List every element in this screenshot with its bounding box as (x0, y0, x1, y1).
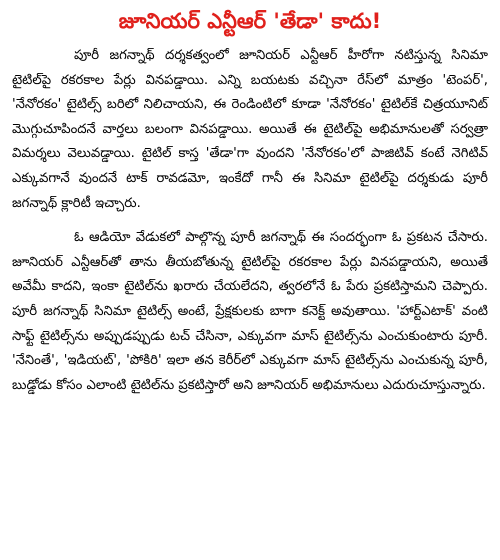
article-body (12, 44, 488, 398)
article-paragraph-2: ఓ ఆడియో వేడుకలో పాల్గొన్న పూరీ జగన్నాథ్ ఈ సందర్భంగా ఓ ప్రకటన చేసారు. జూనియర్ ఎన్టీఆర్‌తో తాను తీయబోతున్న టైటిల్‌పై రకరకాల పేర్లు వినపడ్డాయని, అయితే అవేమీ కాదని, ఇంకా టైటిల్‌ను ఖరారు చేయలేదని, త్వరలోనే ఓ పేరు ప్రకటిస్తామని చెప్పారు. పూరీ జగన్నాథ్ సినిమా టైటిల్స్ అంటే, ప్రేక్షకులకు బాగా కనెక్ట్ అవుతాయి. 'హార్ట్‌ఎటాక్' వంటి సాఫ్ట్ టైటిల్స్‌ను అప్పుడప్పుడు టచ్ చేసినా, ఎక్కువగా మాస్ టైటిల్స్‌ను ఎంచుకుంటారు పూరీ. 'నేనింతే', 'ఇడియట్', 'పోకిరి' ఇలా తన కెరీర్‌లో ఎక్కువగా మాస్ టైటిల్స్‌ను ఎంచుకున్న పూరీ, బుడ్డోడు కోసం ఎలాంటి టైటిల్‌ను ప్రకటిస్తారో అని జూనియర్ అభిమానులు ఎదురుచూస్తున్నారు. (12, 230, 488, 393)
article-paragraph-1: పూరీ జగన్నాథ్ దర్శకత్వంలో జూనియర్ ఎన్టీఆర్ హీరోగా నటిస్తున్న సినిమా టైటిల్‌పై రకరకాల పేర్లు వినపడ్డాయి. ఎన్ని బయటకు వచ్చినా రేస్‌లో మాత్రం 'టెంపర్', 'నేనోరకం' టైటిల్స్ బరిలో నిలిచాయని, ఈ రెండింటిలో కూడా 'నేనోరకం' టైటిల్‌కే చిత్రయూనిట్ మొగ్గుచూపిందనే వార్తలు బలంగా వినపడ్డాయి. అయితే ఈ టైటిల్‌పై అభిమానులతో సర్వత్రా విమర్శలు వెలువడ్డాయి. టైటిల్ కాస్త 'తేడా'గా వుందని 'నేనోరకం'లో పాజిటివ్ కంటే నెగిటివ్ ఎక్కువగానే వుందనే టాక్ రావడమో, ఇంకేదో గానీ ఈ సినిమా టైటిల్‌పై దర్శకుడు పూరీ జగన్నాథ్ క్లారిటీ ఇచ్చారు. (12, 48, 488, 211)
article-headline: జూనియర్ ఎన్టీఆర్ 'తేడా' కాదు! (118, 9, 382, 33)
